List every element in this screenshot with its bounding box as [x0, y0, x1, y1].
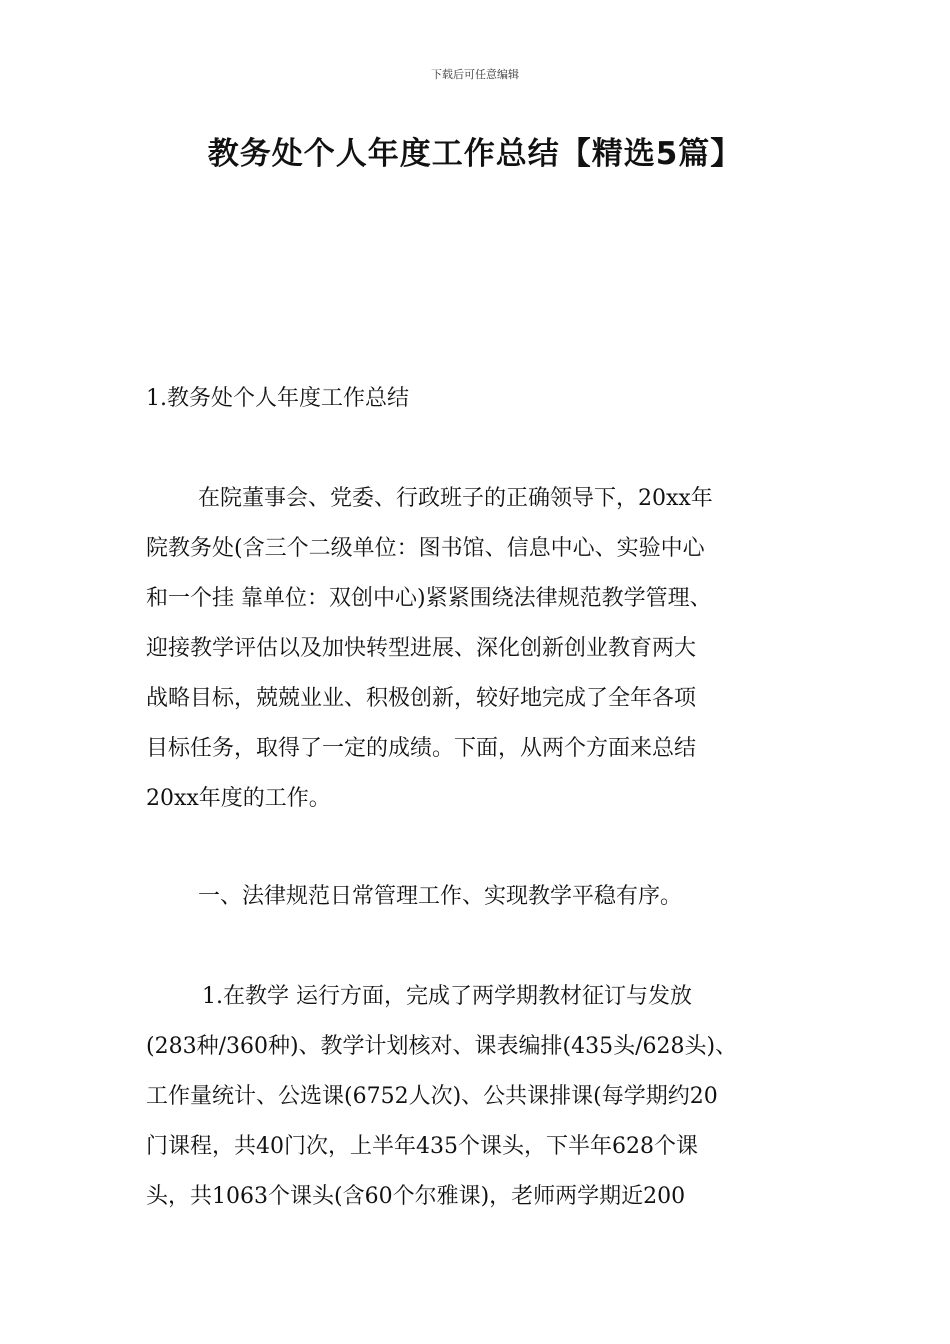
paragraph-2-line: 门课程，共40门次，上半年435个课头，下半年628个课 — [146, 1134, 698, 1159]
subheading-text: 一、法律规范日常管理工作、实现教学平稳有序。 — [198, 884, 683, 909]
paragraph-1-line: 在院董事会、党委、行政班子的正确领导下，20xx年 — [198, 486, 713, 511]
paragraph-1-line: 和一个挂 靠单位：双创中心)紧紧围绕法律规范教学管理、 — [146, 586, 712, 611]
paragraph-1-line: 院教务处(含三个二级单位：图书馆、信息中心、实验中心 — [146, 536, 705, 561]
paragraph-2-line: 工作量统计、公选课(6752人次)、公共课排课(每学期约20 — [146, 1084, 718, 1109]
subheading — [146, 872, 814, 922]
paragraph-2 — [146, 972, 814, 1222]
paragraph-1-line: 战略目标，兢兢业业、积极创新，较好地完成了全年各项 — [146, 686, 697, 711]
paragraph-1-line: 目标任务，取得了一定的成绩。下面，从两个方面来总结 — [146, 736, 697, 761]
paragraph-2-line: 头，共1063个课头(含60个尔雅课)，老师两学期近200 — [146, 1184, 686, 1209]
paragraph-2-line: 1.在教学 运行方面，完成了两学期教材征订与发放 — [202, 984, 692, 1009]
paragraph-1 — [146, 474, 814, 824]
paragraph-1-line: 20xx年度的工作。 — [146, 786, 331, 811]
section-heading — [146, 374, 814, 424]
section-heading-text: 1.教务处个人年度工作总结 — [146, 386, 409, 411]
header-note: 下载后可任意编辑 — [431, 68, 519, 81]
paragraph-2-line: (283种/360种)、教学计划核对、课表编排(435头/628头)、 — [146, 1034, 738, 1059]
document-title: 教务处个人年度工作总结【精选5篇】 — [207, 136, 743, 172]
paragraph-1-line: 迎接教学评估以及加快转型进展、深化创新创业教育两大 — [146, 636, 697, 661]
